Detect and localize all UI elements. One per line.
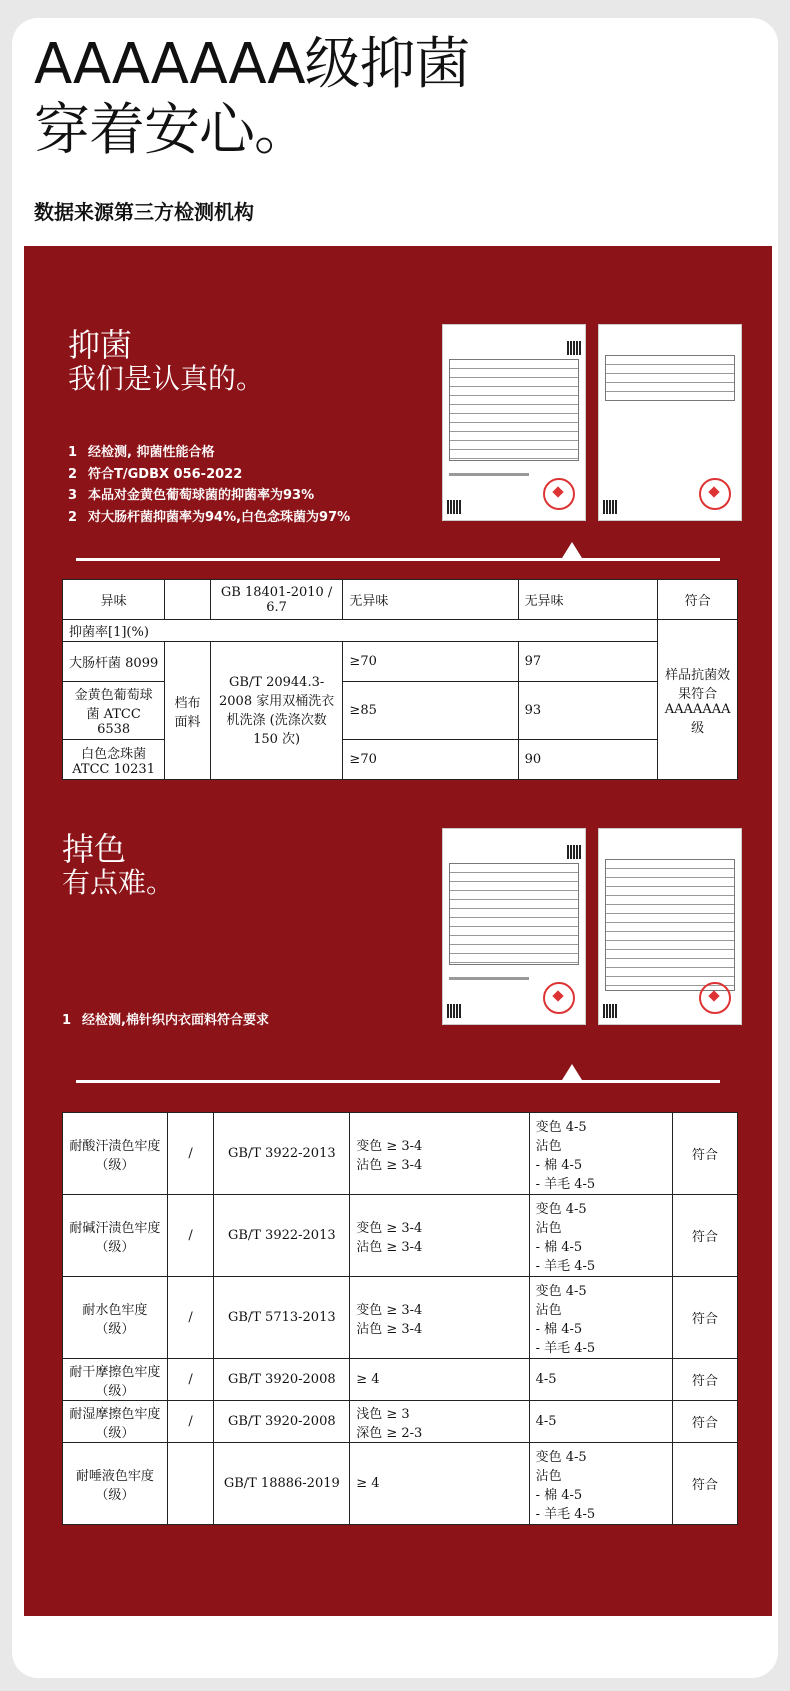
red-seal-icon: [543, 478, 575, 510]
qr-code-icon: [447, 500, 461, 514]
bullet-item: 2 符合T/GDBX 056-2022: [68, 466, 243, 482]
divider-line: [76, 1080, 720, 1083]
divider-line: [76, 558, 720, 561]
headline-line1: AAAAAAA级抑菌: [34, 32, 470, 97]
test-report-image: [598, 828, 742, 1025]
section2-bullets: [62, 1010, 269, 1032]
antibacterial-table: [62, 579, 738, 780]
section1-subtitle: 我们是认真的。: [68, 362, 265, 395]
bullet-item: 2 对大肠杆菌抑菌率为94%,白色念珠菌为97%: [68, 509, 351, 525]
test-report-image: [598, 324, 742, 521]
table-row: 大肠杆菌 8099 档布面料 GB/T 20944.3-2008 家用双桶洗衣机洗涤 (洗涤次数 150 次) ≥70 97: [63, 642, 738, 682]
content-card: [12, 18, 778, 1678]
table-row: 耐碱汗渍色牢度（级） / GB/T 3922-2013 变色 ≥ 3-4 沾色 ≥ 3-4 变色 4-5 沾色 - 棉 4-5 - 羊毛 4-5 符合: [63, 1195, 738, 1277]
table-row: 抑菌率[1](%) 样品抗菌效果符合 AAAAAAA 级: [63, 620, 738, 642]
antibacterial-table-wrap: [62, 579, 738, 779]
colorfastness-table: [62, 1112, 738, 1525]
qr-code-icon: [567, 845, 581, 859]
red-seal-icon: [543, 982, 575, 1014]
report-table-graphic: [449, 863, 579, 965]
qr-code-icon: [447, 1004, 461, 1018]
report-signature-line: [449, 977, 529, 980]
qr-code-icon: [567, 341, 581, 355]
bullet-item: 1 经检测, 抑菌性能合格: [68, 445, 215, 460]
section1-bullets: [68, 442, 350, 528]
table-row: 白色念珠菌 ATCC 10231 ≥70 90: [63, 740, 738, 780]
report-table-graphic: [605, 859, 735, 991]
report-signature-line: [449, 473, 529, 476]
pointer-triangle: [562, 1064, 582, 1080]
data-source-note: 数据来源第三方检测机构: [34, 200, 254, 224]
test-report-image: [442, 324, 586, 521]
qr-code-icon: [603, 1004, 617, 1018]
section2-subtitle: 有点难。: [62, 866, 175, 899]
table-row: 耐干摩擦色牢度（级） / GB/T 3920-2008 ≥ 4 4-5 符合: [63, 1359, 738, 1401]
section1-title: 抑菌: [68, 326, 133, 364]
table-row: 耐唾液色牢度（级） GB/T 18886-2019 ≥ 4 变色 4-5 沾色 - 棉 4-5 - 羊毛 4-5 符合: [63, 1443, 738, 1525]
red-seal-icon: [699, 478, 731, 510]
table-row: 异味 GB 18401-2010 / 6.7 无异味 无异味 符合: [63, 580, 738, 620]
section2-title: 掉色: [62, 830, 127, 868]
pointer-triangle: [562, 542, 582, 558]
red-seal-icon: [699, 982, 731, 1014]
table-row: 金黄色葡萄球菌 ATCC 6538 ≥85 93: [63, 682, 738, 740]
table-row: 耐湿摩擦色牢度（级） / GB/T 3920-2008 浅色 ≥ 3 深色 ≥ 2-3 4-5 符合: [63, 1401, 738, 1443]
table-row: 耐水色牢度（级） / GB/T 5713-2013 变色 ≥ 3-4 沾色 ≥ 3-4 变色 4-5 沾色 - 棉 4-5 - 羊毛 4-5 符合: [63, 1277, 738, 1359]
qr-code-icon: [603, 500, 617, 514]
bullet-item: 3 本品对金黄色葡萄球菌的抑菌率为93%: [68, 488, 315, 503]
table-row: 耐酸汗渍色牢度（级） / GB/T 3922-2013 变色 ≥ 3-4 沾色 ≥ 3-4 变色 4-5 沾色 - 棉 4-5 - 羊毛 4-5 符合: [63, 1113, 738, 1195]
test-report-image: [442, 828, 586, 1025]
report-table-graphic: [449, 359, 579, 461]
red-panel: [24, 246, 772, 1616]
bullet-item: 1 经检测,棉针织内衣面料符合要求: [62, 1013, 269, 1028]
headline-line2: 穿着安心。: [34, 98, 309, 163]
report-table-graphic: [605, 355, 735, 401]
